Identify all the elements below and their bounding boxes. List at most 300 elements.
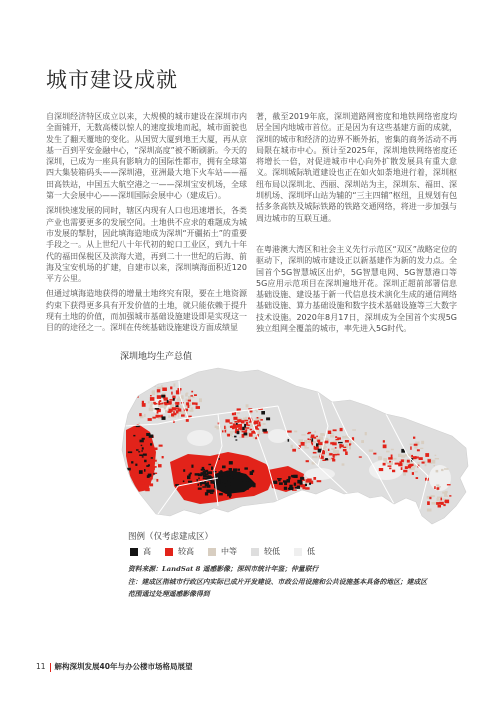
density-patch-high xyxy=(142,456,144,457)
density-patch-high xyxy=(250,471,253,475)
density-patch-higher xyxy=(233,417,237,420)
density-patch-high xyxy=(273,481,276,482)
legend xyxy=(130,547,329,557)
density-patch-high xyxy=(210,492,214,494)
density-patch-medium xyxy=(436,470,439,473)
density-patch-high xyxy=(128,451,132,453)
density-patch-high xyxy=(135,464,137,466)
density-patch-medium xyxy=(155,462,159,464)
legend-swatch-higher xyxy=(165,548,173,556)
density-patch-higher xyxy=(257,417,259,419)
density-patch-high xyxy=(249,483,253,485)
density-patch-higher xyxy=(243,462,247,464)
paragraph: 自深圳经济特区成立以来，大规模的城市建设在深圳市内全面铺开，无数高楼以惊人的速度拔地而起，城市面貌也发生了翻天覆地的变化。从国贸大厦到地王大厦，再从京基一百到平安金融中心，“深圳高度”被不断刷新。今天的深圳，已成为一座具有影响力的国际性都市，拥有全球第四大集装箱码头——深圳港，亚洲最大地下火车站——福田高铁站，中国五大航空港之一——深圳宝安机场，全球第一大会展中心——深圳国际会展中心（建成后）。 xyxy=(46,112,247,201)
density-patch-high xyxy=(217,480,220,484)
density-patch-medium xyxy=(170,404,174,407)
density-patch-high xyxy=(134,488,136,490)
density-patch-higher xyxy=(383,445,387,449)
density-patch-medium xyxy=(434,465,436,466)
density-patch-high xyxy=(198,477,199,479)
density-patch-higher xyxy=(328,431,331,434)
density-patch-high xyxy=(233,483,235,487)
density-patch-high xyxy=(151,457,153,459)
density-patch-medium xyxy=(160,405,164,408)
density-patch-higher xyxy=(308,438,310,440)
legend-label-lower: 较低 xyxy=(264,547,280,556)
density-patch-high xyxy=(205,492,208,495)
density-patch-high xyxy=(297,480,302,484)
density-patch-higher xyxy=(136,495,139,497)
footer-separator xyxy=(50,663,51,672)
density-patch-higher xyxy=(145,438,149,440)
density-patch-higher xyxy=(131,487,135,490)
density-patch-medium xyxy=(369,450,373,452)
density-patch-higher xyxy=(162,388,167,392)
density-patch-higher xyxy=(157,395,161,399)
figure-source: 资料来源：LandSat 8 遥感影像；深圳市统计年鉴；仲量联行 xyxy=(128,565,319,573)
density-patch-medium xyxy=(133,394,137,396)
density-patch-higher xyxy=(237,408,241,410)
density-patch-medium xyxy=(294,431,297,433)
density-patch-higher xyxy=(441,503,444,505)
density-patch-medium xyxy=(349,446,351,450)
density-patch-higher xyxy=(142,474,146,477)
density-patch-higher xyxy=(234,421,237,423)
density-patch-medium xyxy=(437,497,440,499)
density-patch-medium xyxy=(186,393,189,394)
density-patch-medium xyxy=(258,430,260,434)
density-patch-high xyxy=(203,475,207,477)
density-patch-high xyxy=(232,474,236,476)
density-patch-higher xyxy=(259,422,261,426)
figure-title: 深圳地均生产总值 xyxy=(120,352,193,362)
density-patch-high xyxy=(136,449,139,450)
density-patch-higher xyxy=(240,420,244,422)
density-patch-medium xyxy=(178,414,180,418)
density-patch-medium xyxy=(361,440,364,443)
density-patch-higher xyxy=(148,418,152,421)
density-patch-higher xyxy=(152,417,155,419)
density-patch-higher xyxy=(403,470,407,473)
density-patch-higher xyxy=(436,502,440,505)
density-patch-medium xyxy=(393,458,396,460)
density-patch-medium xyxy=(444,468,449,469)
legend-item-higher xyxy=(165,547,194,557)
density-patch-medium xyxy=(199,398,202,402)
density-patch-higher xyxy=(391,455,393,458)
legend-swatch-lower xyxy=(251,548,259,556)
density-patch-medium xyxy=(404,459,406,462)
density-patch-higher xyxy=(315,447,317,450)
density-patch-higher xyxy=(428,459,431,462)
density-patch-higher xyxy=(188,400,191,402)
density-patch-higher xyxy=(379,468,383,471)
density-patch-higher xyxy=(434,486,436,489)
density-patch-higher xyxy=(156,479,158,482)
density-patch-higher xyxy=(151,461,154,463)
density-patch-medium xyxy=(308,441,312,443)
legend-title: 图例（仅考虑建成区） xyxy=(128,532,214,542)
density-patch-higher xyxy=(395,463,399,465)
density-patch-high xyxy=(144,460,147,463)
density-patch-higher xyxy=(250,411,253,413)
density-patch-high xyxy=(198,484,200,486)
density-patch-high xyxy=(149,435,154,438)
density-patch-medium xyxy=(331,448,335,450)
density-patch-high xyxy=(204,471,206,472)
density-patch-medium xyxy=(384,458,386,462)
density-patch-medium xyxy=(415,471,418,472)
density-patch-higher xyxy=(257,475,260,478)
density-patch-higher xyxy=(140,465,142,467)
density-patch-high xyxy=(141,445,143,446)
density-patch-medium xyxy=(417,462,420,463)
density-patch-higher xyxy=(138,480,141,482)
density-patch-high xyxy=(338,442,343,443)
density-patch-medium xyxy=(386,451,390,453)
density-patch-medium xyxy=(414,465,416,467)
page-number: 11 xyxy=(36,662,46,671)
density-patch-higher xyxy=(411,455,413,458)
density-patch-high xyxy=(238,488,241,491)
density-patch-high xyxy=(244,467,248,469)
low-area xyxy=(187,430,213,446)
body-column-left xyxy=(46,111,247,338)
density-patch-higher xyxy=(341,445,344,447)
density-patch-higher xyxy=(443,504,445,506)
density-patch-high xyxy=(173,398,175,401)
density-patch-higher xyxy=(170,387,172,390)
density-patch-high xyxy=(161,395,165,398)
paragraph: 但通过填海造地获得的增量土地终究有限，要在土地资源约束下获得更多具有开发价值的土地，就只能依赖于提升现有土地的价值，而加强城市基础设施建设即是实现这一目的的途径之一。深圳在传统基础设施建设方面成绩显 xyxy=(46,289,247,333)
density-patch-medium xyxy=(315,456,318,458)
density-patch-higher xyxy=(318,442,323,445)
density-patch-higher xyxy=(340,447,342,449)
density-patch-higher xyxy=(447,484,451,485)
density-patch-higher xyxy=(235,493,239,494)
density-patch-high xyxy=(309,483,311,485)
density-patch-high xyxy=(316,443,319,446)
density-patch-high xyxy=(219,472,221,476)
legend-label-high: 高 xyxy=(143,547,151,556)
density-patch-higher xyxy=(441,498,443,501)
density-patch-higher xyxy=(234,412,236,415)
density-patch-high xyxy=(148,464,150,466)
density-patch-higher xyxy=(332,459,335,462)
density-patch-high xyxy=(237,431,240,434)
density-patch-higher xyxy=(191,395,194,396)
density-patch-high xyxy=(277,478,282,479)
density-patch-higher xyxy=(429,497,431,499)
density-patch-medium xyxy=(186,399,188,402)
density-patch-higher xyxy=(313,477,316,480)
density-patch-medium xyxy=(301,434,305,435)
density-patch-higher xyxy=(194,394,197,396)
density-patch-higher xyxy=(316,436,318,437)
density-patch-higher xyxy=(333,454,337,456)
density-patch-medium xyxy=(188,396,191,400)
density-patch-high xyxy=(142,447,144,449)
density-patch-higher xyxy=(416,477,419,479)
density-patch-high xyxy=(262,429,267,432)
density-patch-higher xyxy=(254,422,256,425)
density-patch-medium xyxy=(421,441,424,444)
density-patch-high xyxy=(208,471,212,474)
legend-label-medium: 中等 xyxy=(221,547,237,556)
density-patch-higher xyxy=(413,437,415,439)
density-patch-higher xyxy=(196,403,198,406)
density-patch-higher xyxy=(138,463,141,467)
density-patch-higher xyxy=(140,461,143,463)
density-patch-higher xyxy=(389,461,391,463)
density-patch-higher xyxy=(200,463,203,465)
density-patch-high xyxy=(288,439,290,442)
density-patch-high xyxy=(216,474,218,477)
page-title: 城市建设成就 xyxy=(46,68,178,92)
density-patch-higher xyxy=(138,444,140,445)
density-patch-medium xyxy=(239,437,242,439)
density-patch-higher xyxy=(412,472,414,475)
density-patch-high xyxy=(162,416,166,420)
density-patch-higher xyxy=(238,428,241,430)
density-patch-high xyxy=(284,487,287,490)
density-patch-high xyxy=(176,405,179,407)
density-patch-higher xyxy=(171,392,173,395)
density-patch-higher xyxy=(410,446,412,449)
density-patch-higher xyxy=(147,452,151,456)
density-patch-medium xyxy=(245,435,248,438)
density-patch-higher xyxy=(359,456,362,457)
density-patch-higher xyxy=(335,447,337,449)
density-patch-medium xyxy=(403,473,406,476)
low-area xyxy=(268,429,288,443)
density-patch-higher xyxy=(136,451,139,454)
density-patch-high xyxy=(294,483,296,486)
density-patch-high xyxy=(291,475,294,477)
density-patch-higher xyxy=(245,429,247,431)
density-patch-high xyxy=(230,474,232,476)
density-patch-higher xyxy=(134,460,136,464)
density-patch-high xyxy=(287,479,291,483)
density-patch-higher xyxy=(249,433,253,437)
density-patch-high xyxy=(206,490,209,491)
density-patch-medium xyxy=(322,434,326,436)
density-patch-higher xyxy=(345,440,349,443)
density-patch-high xyxy=(183,469,185,472)
density-patch-higher xyxy=(247,425,249,427)
density-patch-higher xyxy=(405,466,408,469)
density-patch-medium xyxy=(263,423,266,425)
density-patch-higher xyxy=(194,464,197,468)
density-patch-high xyxy=(221,473,225,477)
density-patch-medium xyxy=(144,414,146,417)
density-patch-higher xyxy=(132,454,136,456)
density-patch-higher xyxy=(212,487,214,490)
density-patch-high xyxy=(224,484,226,487)
density-patch-higher xyxy=(242,431,246,433)
density-patch-medium xyxy=(261,433,263,434)
page-footer xyxy=(36,662,192,672)
density-patch-higher xyxy=(191,391,193,393)
density-patch-high xyxy=(201,469,205,471)
density-patch-higher xyxy=(317,480,322,482)
density-patch-higher xyxy=(445,500,449,504)
density-patch-high xyxy=(155,408,160,410)
density-patch-medium xyxy=(391,449,394,450)
density-patch-higher xyxy=(349,443,351,444)
density-patch-high xyxy=(202,486,206,487)
density-patch-high xyxy=(297,486,300,489)
density-patch-high xyxy=(143,454,147,456)
density-patch-high xyxy=(288,476,290,479)
density-patch-higher xyxy=(159,445,163,447)
density-patch-higher xyxy=(150,397,155,401)
density-patch-medium xyxy=(312,456,315,458)
density-patch-higher xyxy=(244,420,248,422)
density-patch-medium xyxy=(189,410,193,412)
density-patch-medium xyxy=(314,431,316,433)
density-patch-higher xyxy=(250,429,252,430)
density-patch-higher xyxy=(427,501,430,505)
density-patch-high xyxy=(230,476,233,478)
density-patch-higher xyxy=(425,453,429,457)
density-patch-higher xyxy=(225,459,229,462)
density-patch-higher xyxy=(142,403,146,407)
density-patch-higher xyxy=(308,432,311,434)
density-patch-higher xyxy=(162,456,164,458)
density-patch-medium xyxy=(182,411,184,414)
density-patch-higher xyxy=(136,481,139,483)
density-patch-higher xyxy=(333,429,337,431)
density-patch-high xyxy=(225,472,229,474)
density-patch-medium xyxy=(326,450,328,453)
density-patch-higher xyxy=(383,463,386,466)
density-patch-high xyxy=(261,411,265,415)
density-patch-higher xyxy=(388,465,392,467)
density-patch-medium xyxy=(168,415,170,418)
density-patch-higher xyxy=(225,419,229,422)
figure-note: 注：建成区指城市行政区内实际已成片开发建设、市政公用设施和公共设施基本具备的地区；建成区范围通过处理遥感影像得到 xyxy=(128,577,428,598)
density-patch-higher xyxy=(135,456,137,459)
density-patch-high xyxy=(278,480,281,482)
density-patch-higher xyxy=(203,490,206,491)
density-patch-higher xyxy=(149,448,154,450)
legend-item-high xyxy=(130,547,151,557)
density-patch-higher xyxy=(325,442,328,444)
density-patch-higher xyxy=(449,495,451,496)
density-patch-high xyxy=(234,480,237,482)
density-patch-high xyxy=(242,476,245,480)
density-patch-high xyxy=(228,475,230,478)
density-patch-higher xyxy=(253,430,255,432)
density-patch-high xyxy=(229,494,231,498)
density-patch-higher xyxy=(419,457,423,460)
density-patch-high xyxy=(229,468,233,470)
density-patch-higher xyxy=(255,426,258,430)
density-patch-medium xyxy=(410,444,413,446)
density-patch-medium xyxy=(246,404,249,407)
density-patch-medium xyxy=(158,418,161,419)
density-patch-medium xyxy=(441,469,443,471)
density-patch-medium xyxy=(436,484,439,486)
density-patch-high xyxy=(147,475,150,478)
density-patch-medium xyxy=(442,492,446,494)
density-patch-high xyxy=(293,475,297,478)
density-patch-higher xyxy=(141,478,143,481)
density-patch-higher xyxy=(245,427,249,428)
density-patch-higher xyxy=(335,436,337,438)
density-patch-high xyxy=(183,481,185,483)
density-patch-higher xyxy=(328,449,330,451)
density-patch-high xyxy=(131,461,133,463)
density-patch-higher xyxy=(195,477,196,479)
density-patch-high xyxy=(140,440,144,443)
density-patch-medium xyxy=(157,392,159,395)
density-patch-higher xyxy=(207,468,209,470)
density-patch-high xyxy=(200,484,202,486)
density-patch-higher xyxy=(255,437,257,439)
density-patch-higher xyxy=(399,461,402,463)
density-patch-medium xyxy=(291,445,293,448)
density-patch-high xyxy=(197,479,198,482)
density-patch-medium xyxy=(425,464,427,466)
shenzhen-gdp-density-map xyxy=(118,366,470,526)
density-patch-higher xyxy=(188,479,191,480)
density-patch-higher xyxy=(313,452,317,454)
density-patch-high xyxy=(219,493,223,495)
density-patch-medium xyxy=(414,445,417,448)
density-patch-higher xyxy=(225,430,227,433)
density-patch-high xyxy=(305,484,307,486)
density-patch-high xyxy=(224,480,227,483)
density-patch-higher xyxy=(337,437,341,439)
density-patch-high xyxy=(227,482,231,486)
density-patch-high xyxy=(300,477,304,480)
density-patch-medium xyxy=(240,430,242,433)
density-patch-high xyxy=(225,474,228,477)
density-patch-high xyxy=(234,436,236,438)
density-patch-medium xyxy=(420,448,423,449)
density-patch-high xyxy=(198,488,202,490)
density-patch-high xyxy=(139,454,143,456)
density-patch-high xyxy=(246,479,249,482)
density-patch-high xyxy=(205,483,209,486)
density-patch-medium xyxy=(232,436,234,437)
density-patch-higher xyxy=(305,487,310,490)
density-patch-higher xyxy=(146,471,150,474)
density-patch-high xyxy=(139,470,143,474)
density-patch-high xyxy=(312,438,314,442)
density-patch-medium xyxy=(157,387,161,389)
density-patch-higher xyxy=(168,411,171,413)
density-patch-higher xyxy=(181,414,185,416)
paragraph: 在粤港澳大湾区和社会主义先行示范区“双区”战略定位的驱动下，深圳的城市建设正以新基建作为新的发力点。全国首个5G智慧城区出炉，5G智慧电网、5G智慧港口等5G应用示范项目在深圳遍地开花。深圳正超前部署信息基础设施、建设基于新一代信息技术演化生成的通信网络基础设施、算力基础设施和数字技术基础设施等三大数字技术设施。2020年8月17日，深圳成为全国首个实现5G独立组网全覆盖的城市，率先进入5G时代。 xyxy=(256,244,457,334)
density-patch-medium xyxy=(168,407,172,408)
density-patch-high xyxy=(221,481,223,482)
density-patch-higher xyxy=(340,428,343,431)
density-patch-medium xyxy=(435,458,439,459)
density-patch-high xyxy=(218,486,221,489)
density-patch-higher xyxy=(414,444,418,446)
density-patch-high xyxy=(189,474,191,477)
paragraph: 深圳快速发展的同时，辖区内现有人口也迅速增长，各类产业也需要更多的发展空间。土地供不应求的难题成为城市发展的掣肘，因此填海造地成为深圳“开疆拓土”的重要手段之一。从上世纪八十年代初的蛇口工业区，到九十年代的福田保税区及滨海大道，再到二十一世纪的后海、前海及宝安机场的扩建，自建市以来，深圳填海面积近120平方公里。 xyxy=(46,206,247,284)
density-patch-medium xyxy=(148,401,150,403)
density-patch-higher xyxy=(186,402,189,405)
density-patch-higher xyxy=(416,457,417,459)
density-patch-higher xyxy=(142,478,146,480)
density-patch-medium xyxy=(431,502,436,505)
density-patch-higher xyxy=(158,401,160,405)
